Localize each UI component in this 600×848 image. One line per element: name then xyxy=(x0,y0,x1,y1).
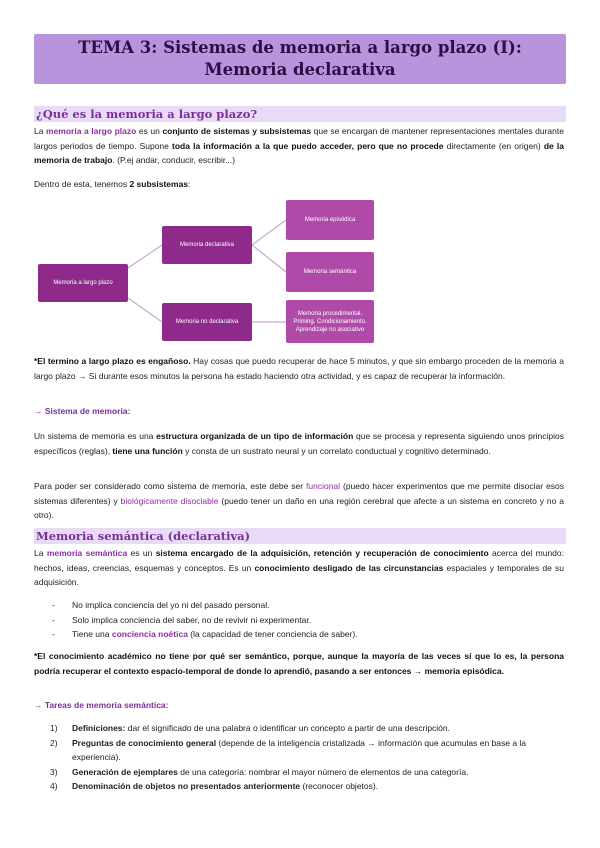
paragraph-memory-system-definition: Un sistema de memoria es una estructura organizada de un tipo de información que se procesa y representa siguiendo unos principios específicos (reglas), tiene una función y consta de un sustrato neural y un correlato conductual y cognitivo determinado. xyxy=(34,431,564,456)
diagram-node-episodic: Memoria episódica xyxy=(286,200,374,240)
paragraph-ltm-definition: La memoria a largo plazo es un conjunto de sistemas y subsistemas que se encargan de mantener representaciones mentales durante largos periodos de tiempo. Supone toda la información a la que puedo acceder, pero que no procede directamente (en origen) de la memoria de trabajo. (P.ej andar, conducir, escribir...) xyxy=(34,126,564,165)
paragraph-subsystems: Dentro de esta, tenemos 2 subsistemas: xyxy=(34,179,191,189)
paragraph-semantic-definition: La memoria semántica es un sistema encargado de la adquisición, retención y recuperación de conocimiento acerca del mundo: hechos, ideas, creencias, esquemas y conceptos. Es un conocimiento desligado de las circunstancias espaciales y temporales de su adquisición. xyxy=(34,548,565,587)
diagram-node-procedural: Memoria procedimental. Priming. Condicionamiento. Aprendizaje no asociativo xyxy=(286,300,374,343)
list-item: - No implica conciencia del yo ni del pasado personal. xyxy=(52,598,552,613)
list-item: 2) Preguntas de conocimiento general (depende de la inteligencia cristalizada → información que acumulas en base a la experiencia). xyxy=(50,737,527,762)
list-item: - Tiene una conciencia noética (la capacidad de tener conciencia de saber). xyxy=(52,627,552,642)
semantic-features-list xyxy=(52,598,552,642)
paragraph-academic-knowledge-note: *El conocimiento académico no tiene por qué ser semántico, porque, aunque la mayoría de las veces sí que lo es, la persona podría recuperar el contexto espacio-temporal de donde lo aprendió, pasando a ser entonces → memoria episódica. xyxy=(34,651,564,676)
diagram-node-nondeclarative: Memoria no declarativa xyxy=(162,303,252,341)
section-heading-semantic: Memoria semántica (declarativa) xyxy=(34,528,566,544)
list-item: - Solo implica conciencia del saber, no de revivir ni experimentar. xyxy=(52,613,552,628)
diagram-node-declarative: Memoria declarativa xyxy=(162,226,252,264)
diagram-node-semantic: Memoria semántica xyxy=(286,252,374,292)
list-item: 4) Denominación de objetos no presentados anteriormente (reconocer objetos). xyxy=(50,781,379,791)
section-heading-ltm: ¿Qué es la memoria a largo plazo? xyxy=(34,106,566,122)
diagram-node-ltm: Memoria a largo plazo xyxy=(38,264,128,302)
subheading-memory-system: → Sistema de memoria: xyxy=(34,406,131,416)
list-item: 3) Generación de ejemplares de una categoría: nombrar el mayor número de elementos de una categoría. xyxy=(50,766,469,777)
list-item: 1) Definiciones: dar el significado de una palabra o identificar un concepto a partir de una descripción. xyxy=(50,723,450,733)
paragraph-memory-system-criteria: Para poder ser considerado como sistema de memoria, este debe ser funcional (puedo hacer experimentos que me permite disociar esos sistemas diferentes) y biológicamente disociable (puedo tener un daño en una región cerebral que afecte a un sistema en concreto y no a otro). xyxy=(34,481,565,520)
semantic-tasks-list xyxy=(50,721,550,794)
subheading-semantic-tasks: → Tareas de memoria semántica: xyxy=(34,700,169,710)
paragraph-long-term-note: *El termino a largo plazo es engañoso. Hay cosas que puedo recuperar de hace 5 minutos, y que sin embargo proceden de la memoria a largo plazo → Si durante esos minutos la persona ha estado haciendo otra actividad, y es capaz de recuperar la información. xyxy=(34,356,564,381)
page-title: TEMA 3: Sistemas de memoria a largo plazo (I): Memoria declarativa xyxy=(78,38,522,79)
